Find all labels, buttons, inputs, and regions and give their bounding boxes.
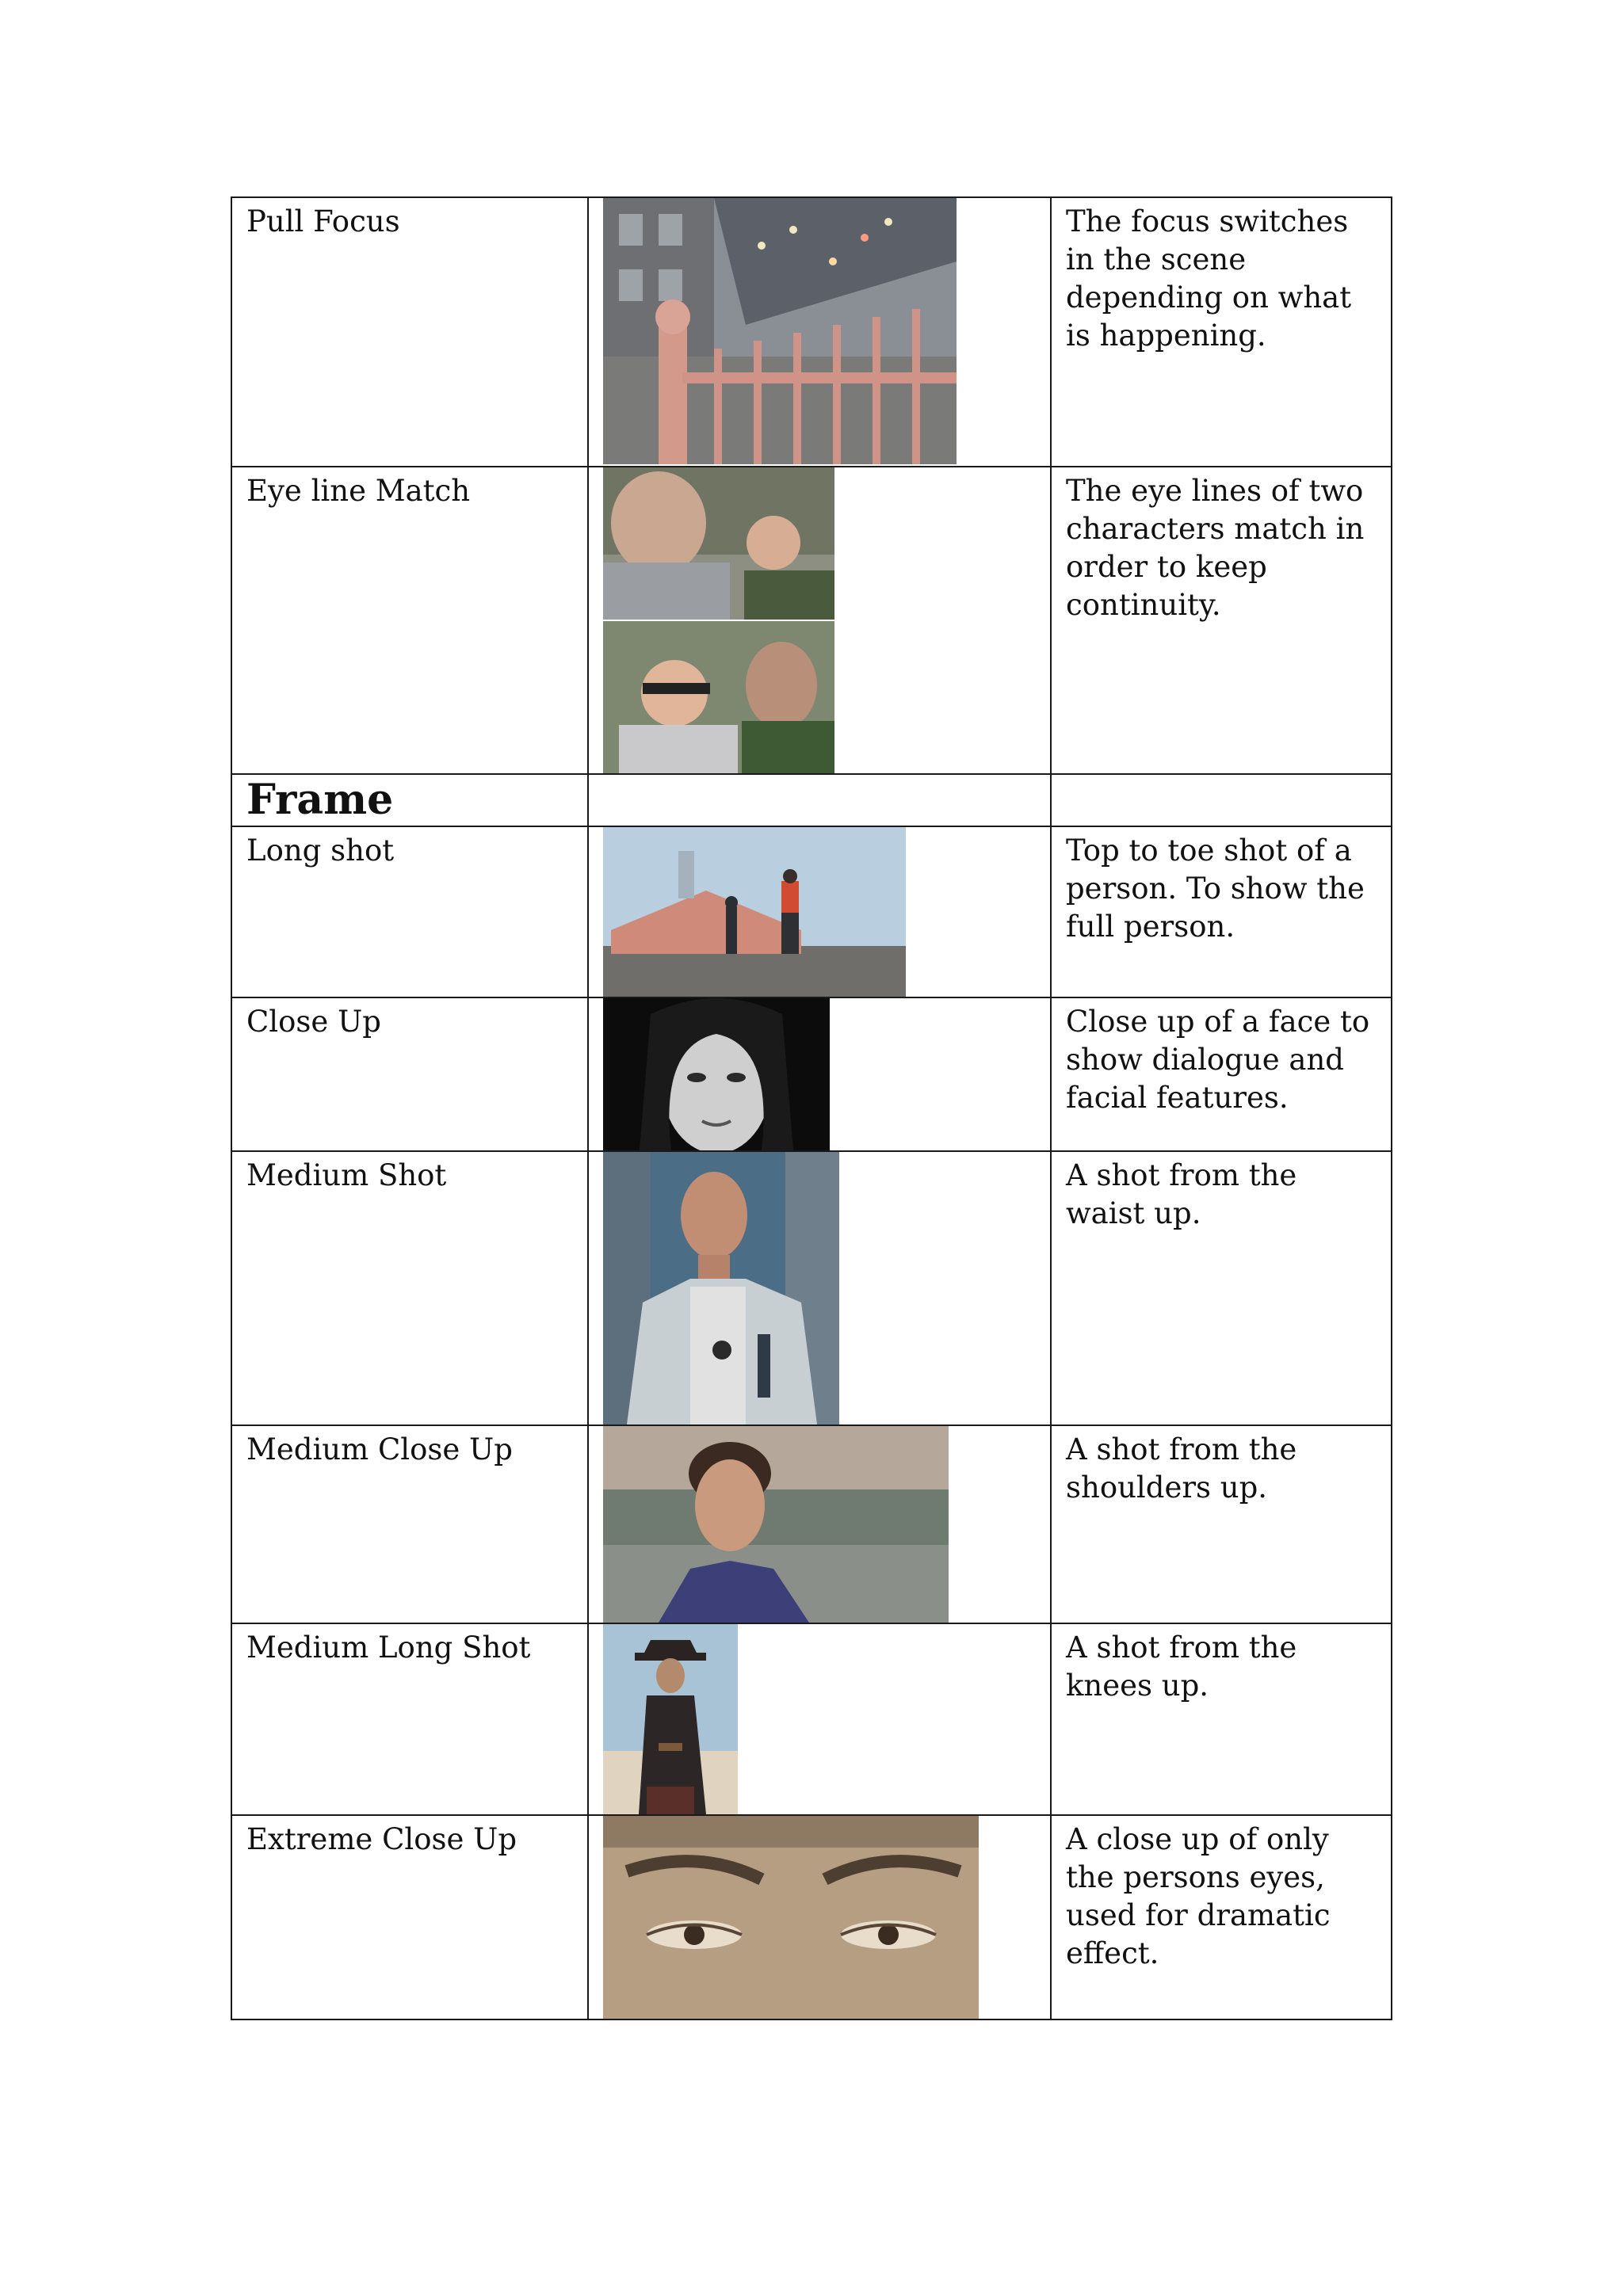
medium-long-shot-image (603, 1624, 1050, 1814)
desc-medium-close-up: A shot from the shoulders up. (1066, 1432, 1297, 1505)
long-shot-image (603, 827, 1050, 997)
term-extreme-close-up: Extreme Close Up (246, 1822, 517, 1856)
eye-line-match-images (603, 467, 1050, 773)
table-row (231, 1623, 1392, 1815)
table-row (231, 1815, 1392, 2019)
close-up-image (603, 998, 1050, 1150)
term-medium-long-shot: Medium Long Shot (246, 1630, 531, 1665)
desc-eye-line-match: The eye lines of two characters match in order to keep continuity. (1066, 474, 1365, 622)
desc-close-up: Close up of a face to show dialogue and facial features. (1066, 1005, 1370, 1115)
term-long-shot: Long shot (246, 833, 395, 868)
term-medium-shot: Medium Shot (246, 1158, 447, 1192)
term-close-up: Close Up (246, 1005, 381, 1039)
term-eye-line-match: Eye line Match (246, 474, 471, 508)
table-row (231, 467, 1392, 774)
desc-medium-shot: A shot from the waist up. (1066, 1158, 1297, 1230)
table-row (231, 197, 1392, 467)
table-row (231, 826, 1392, 997)
desc-pull-focus: The focus switches in the scene depending on what is happening. (1066, 204, 1352, 353)
desc-long-shot: Top to toe shot of a person. To show the full person. (1066, 833, 1365, 944)
table-row (231, 1151, 1392, 1425)
term-pull-focus: Pull Focus (246, 204, 400, 238)
term-medium-close-up: Medium Close Up (246, 1432, 513, 1466)
table-row (231, 1425, 1392, 1623)
medium-shot-image (603, 1152, 1050, 1425)
medium-close-up-image (603, 1426, 1050, 1623)
pull-focus-image (603, 198, 1050, 464)
extreme-close-up-image (603, 1816, 1050, 2019)
shot-types-table (231, 196, 1392, 2020)
desc-medium-long-shot: A shot from the knees up. (1066, 1630, 1297, 1703)
table-row (231, 774, 1392, 826)
table-row (231, 997, 1392, 1151)
section-heading-frame: Frame (246, 776, 394, 824)
desc-extreme-close-up: A close up of only the persons eyes, used for dramatic effect. (1066, 1822, 1331, 1970)
